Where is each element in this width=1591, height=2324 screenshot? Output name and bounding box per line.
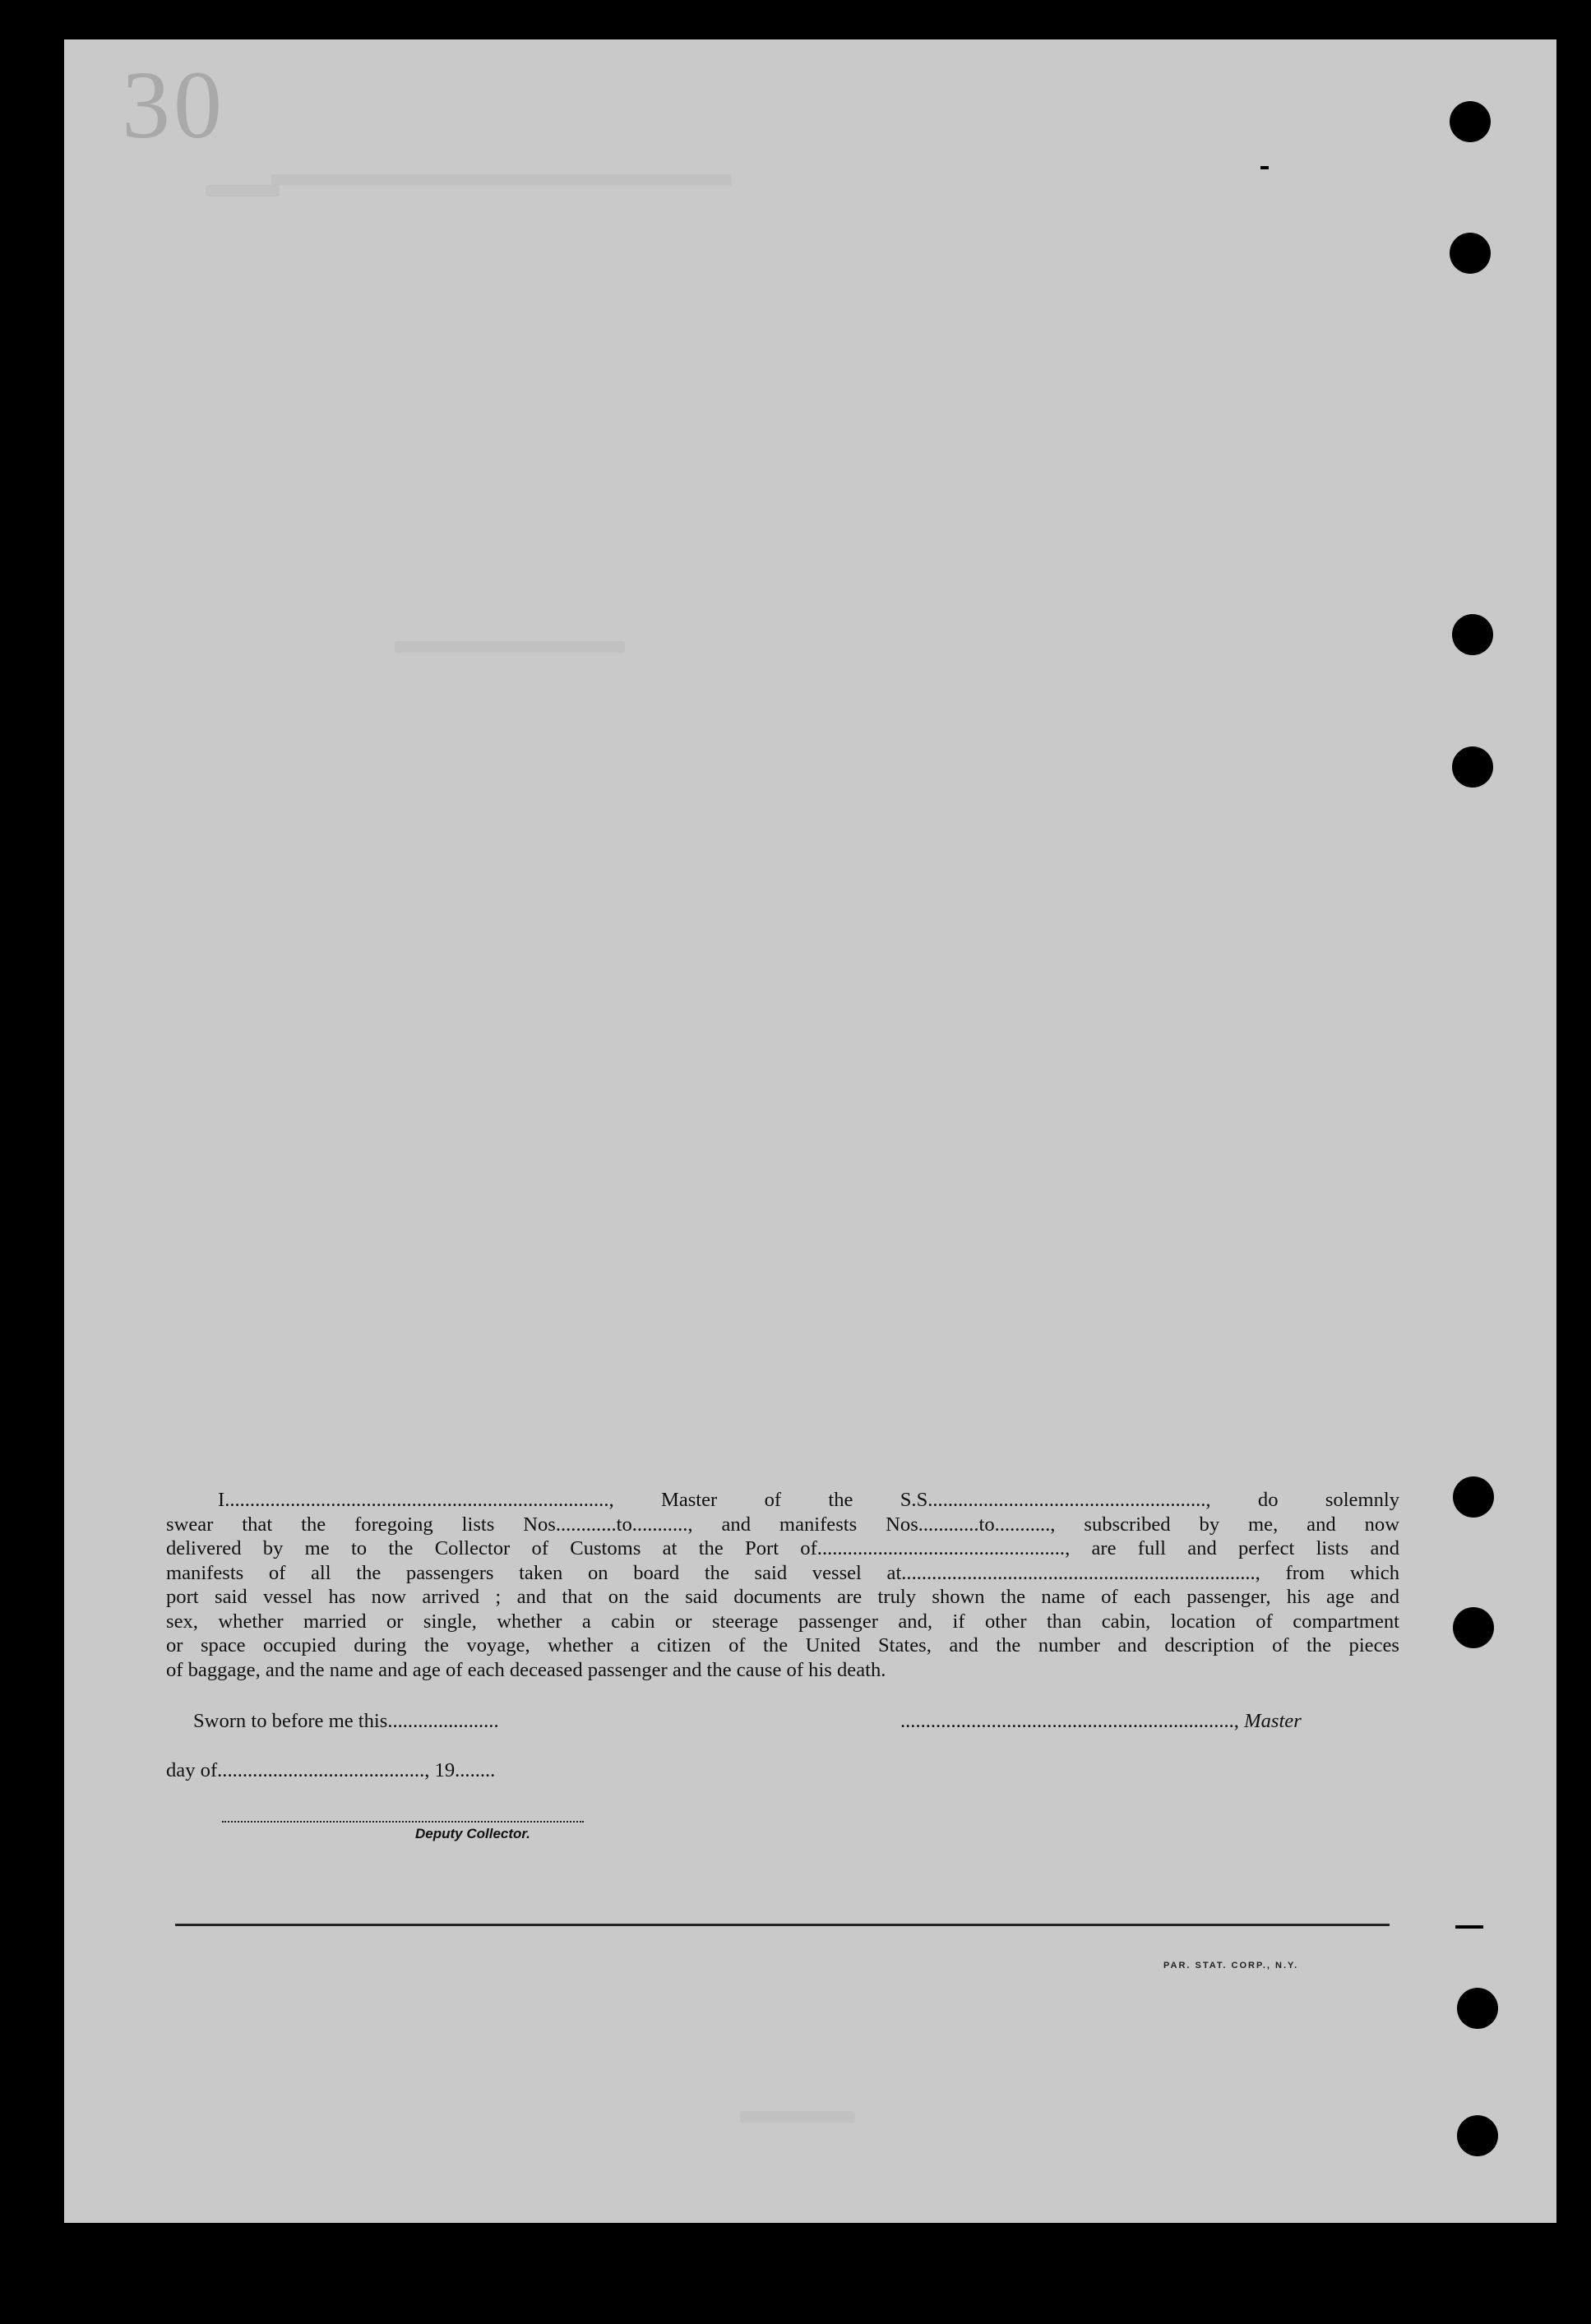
punch-hole xyxy=(1457,2115,1498,2156)
punch-hole xyxy=(1450,101,1491,142)
horizontal-rule xyxy=(175,1924,1390,1926)
punch-hole xyxy=(1457,1988,1498,2029)
day-of-line: day of........................................., 19........ xyxy=(166,1759,496,1781)
deputy-collector-label: Deputy Collector. xyxy=(415,1826,530,1841)
tick-mark xyxy=(1455,1925,1483,1929)
punch-hole xyxy=(1452,614,1493,655)
oath-line: swear that the foregoing lists Nos............to..........., and manifests Nos............to..........., subscribed by me, and now xyxy=(166,1513,1399,1536)
document-page xyxy=(64,39,1556,2223)
oath-line: or space occupied during the voyage, whether a citizen of the United States, and the number and description of the pieces xyxy=(166,1634,1399,1656)
punch-hole xyxy=(1450,233,1491,274)
deputy-signature-line xyxy=(222,1821,584,1823)
oath-line: port said vessel has now arrived ; and that on the said documents are truly shown the name of each passenger, his age and xyxy=(166,1586,1399,1608)
punch-hole xyxy=(1453,1607,1494,1648)
master-signature-line xyxy=(900,1710,1302,1733)
sworn-before-me: Sworn to before me this...................... xyxy=(193,1710,499,1732)
bleed-through-mark xyxy=(740,2111,855,2123)
oath-line: of baggage, and the name and age of each deceased passenger and the cause of his death. xyxy=(166,1658,886,1681)
master-label: Master xyxy=(1244,1710,1302,1732)
oath-line: I............................................................................, Master of the S.S......................................................., do solemnly xyxy=(218,1489,1399,1511)
tick-mark xyxy=(1260,166,1269,169)
printer-mark: PAR. STAT. CORP., N.Y. xyxy=(1163,1961,1299,1971)
bleed-through-mark xyxy=(271,174,732,186)
master-signature-dots: .................................................................., xyxy=(900,1710,1239,1732)
punch-hole xyxy=(1452,746,1493,788)
punch-hole xyxy=(1453,1476,1494,1518)
oath-line: sex, whether married or single, whether a cabin or steerage passenger and, if other than cabin, location of compartment xyxy=(166,1610,1399,1633)
master-oath-paragraph xyxy=(166,1488,1399,1682)
bleed-through-mark xyxy=(206,185,280,196)
oath-line: delivered by me to the Collector of Customs at the Port of................................................., are full and perfect lists and xyxy=(166,1537,1399,1559)
oath-line: manifests of all the passengers taken on board the said vessel at......................................................................, from which xyxy=(166,1561,1399,1584)
page-number: 30 xyxy=(122,51,225,159)
bleed-through-mark xyxy=(395,641,625,653)
